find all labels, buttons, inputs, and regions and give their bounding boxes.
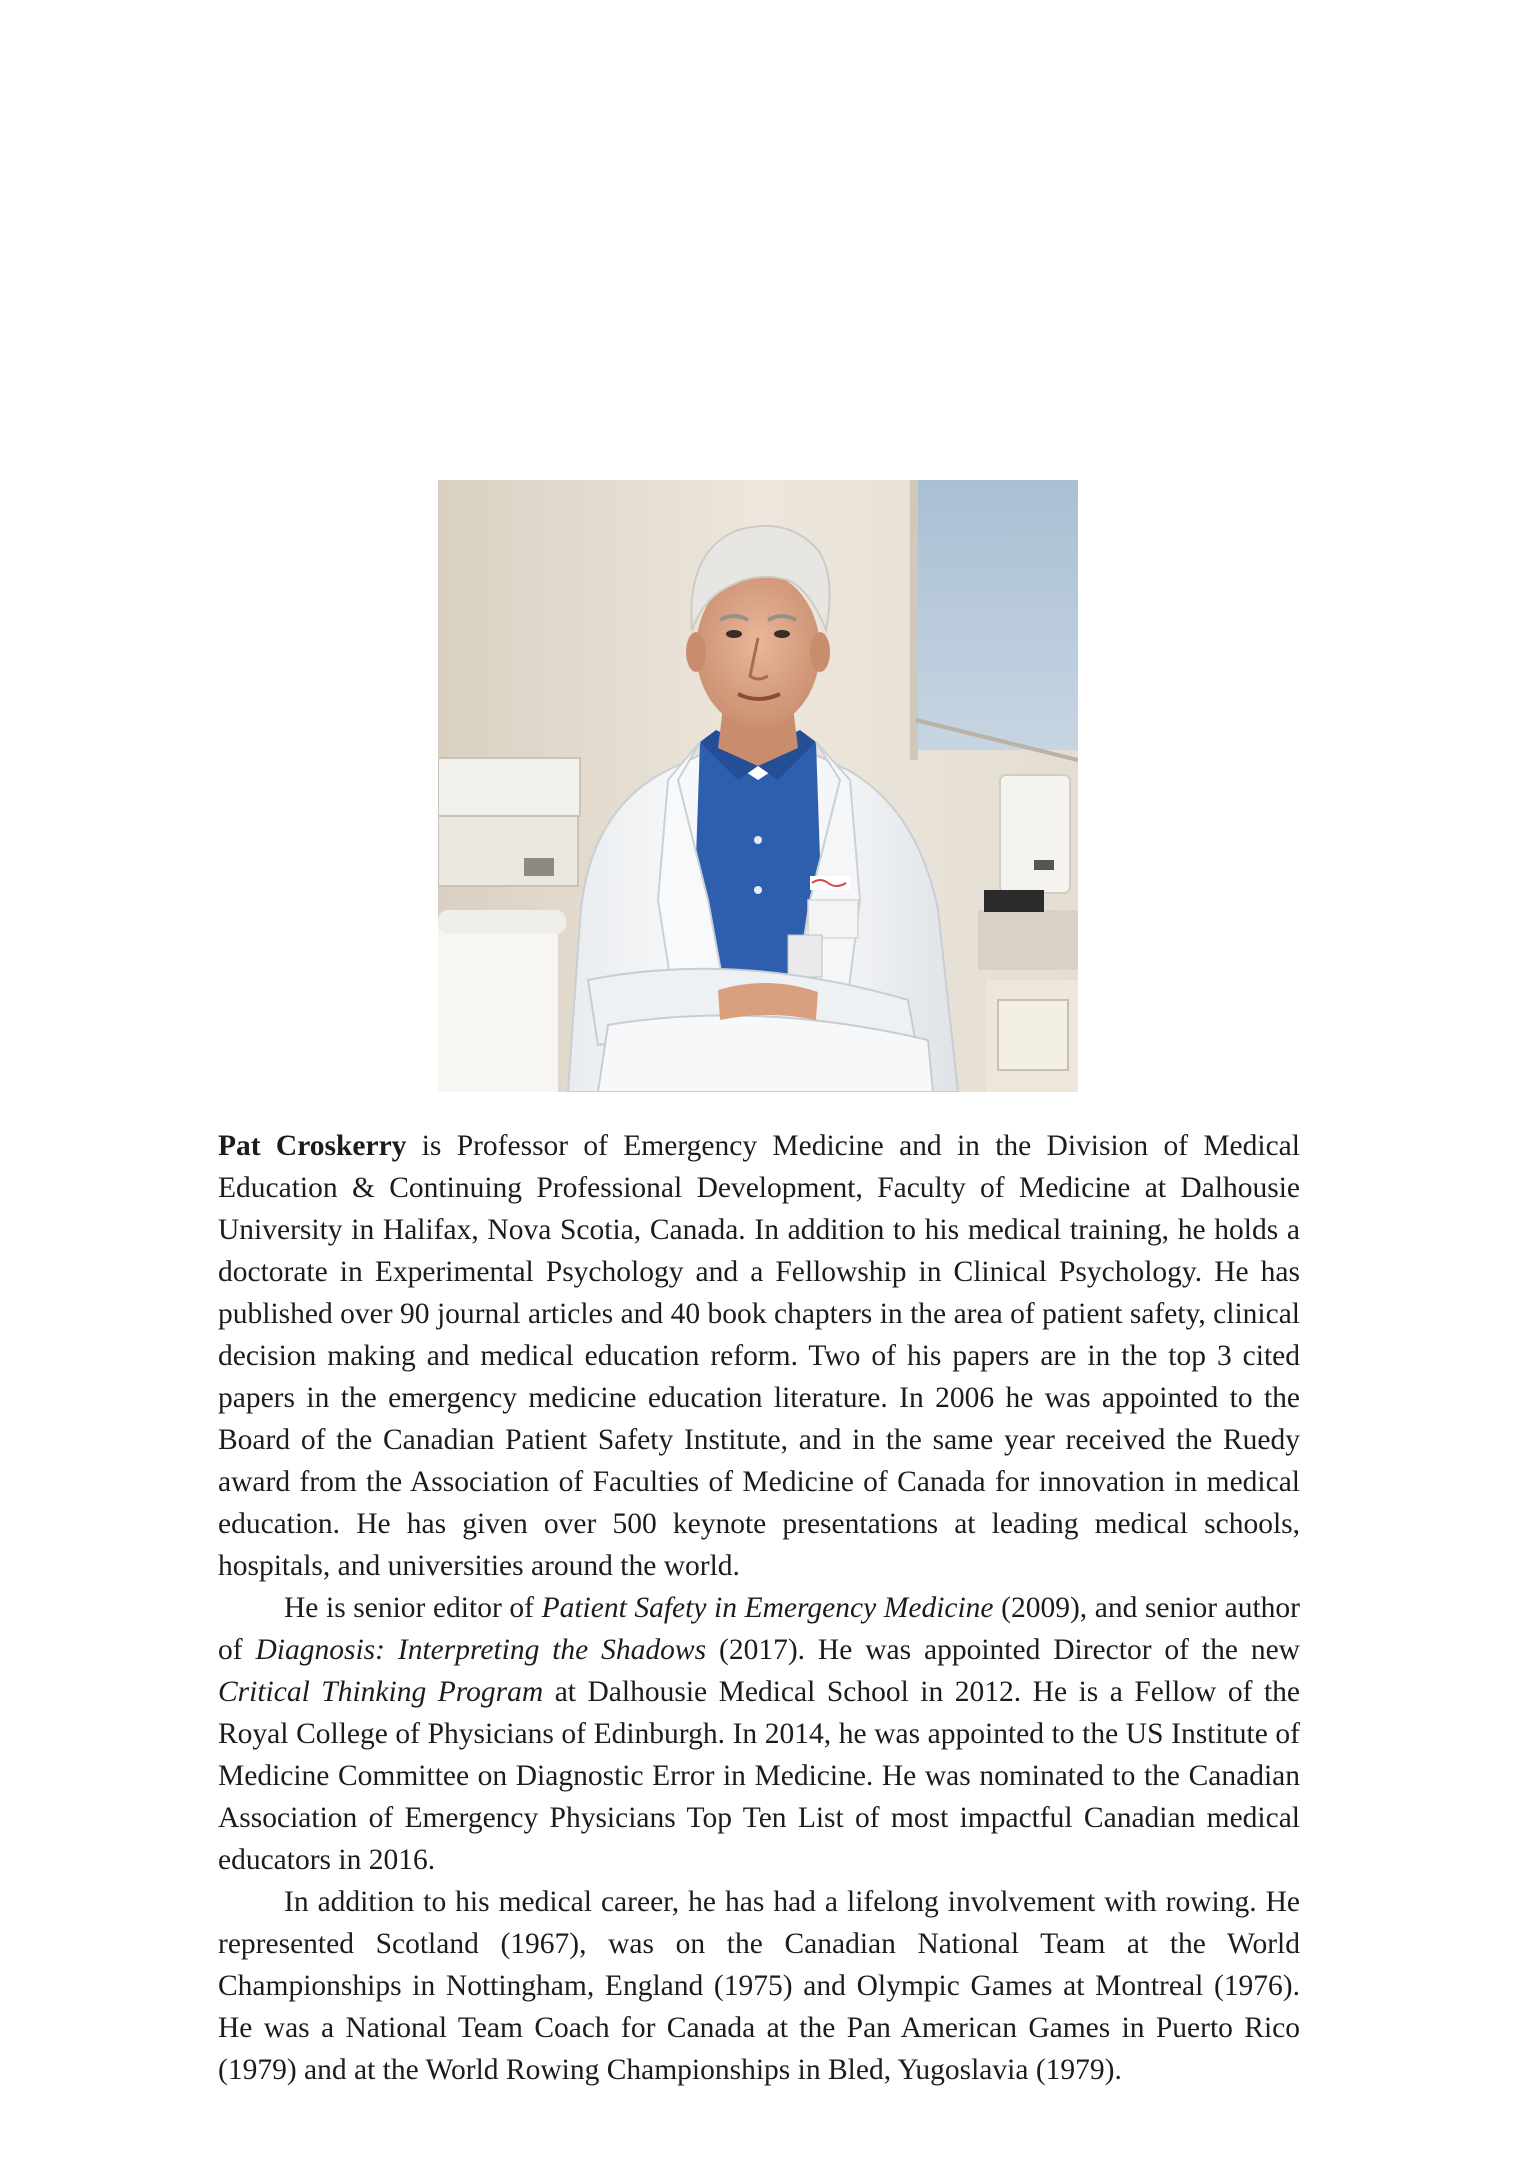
book-title: Diagnosis: Interpreting the Shadows xyxy=(255,1634,707,1666)
book-title: Patient Safety in Emergency Medicine xyxy=(541,1592,994,1624)
program-title: Critical Thinking Program xyxy=(218,1676,544,1708)
bio-text: He is senior editor of xyxy=(284,1592,542,1624)
bio-text: (2009), and senior author of xyxy=(218,1592,1301,1666)
bio-paragraph-1-text: is Professor of Emergency Medicine and in the Division of Medical Education & Continuing Professional Development, Faculty of Medicine at Dalhousie University in Halifax, Nova Scotia, Canada. In addition to his medical training, he holds a doctorate in Experimental Psychology and a Fellowship in Clinical Psychology. He has published over 90 journal articles and 40 book chapters in the area of patient safety, clinical decision making and medical education reform. Two of his papers are in the top 3 cited papers in the emergency medicine education literature. In 2006 he was appointed to the Board of the Canadian Patient Safety Institute, and in the same year received the Ruedy award from the Association of Faculties of Medicine of Canada for innovation in medical education. He has given over 500 keynote presentations at leading medical schools, hospitals, and universities around the world. xyxy=(218,1130,1300,1582)
bio-text: (2017). He was appointed Director of the new xyxy=(706,1634,1300,1666)
bio-paragraph-3: In addition to his medical career, he has had a lifelong involvement with rowing. He represented Scotland (1967), was on the Canadian National Team at the World Championships in Nottingham, England (1975) and Olympic Games at Montreal (1976). He was a National Team Coach for Canada at the Pan American Games in Puerto Rico (1979) and at the World Rowing Championships in Bled, Yugoslavia (1979). xyxy=(218,1886,1300,2086)
bio-paragraph-2 xyxy=(218,1587,1300,1881)
bio-paragraph-1 xyxy=(218,1125,1300,1587)
portrait-photo xyxy=(438,480,1078,1092)
author-name: Pat Croskerry xyxy=(218,1130,407,1162)
bio-text: at Dalhousie Medical School in 2012. He is a Fellow of the Royal College of Physicians of Edinburgh. In 2014, he was appointed to the US Institute of Medicine Committee on Diagnostic Error in Medicine. He was nominated to the Canadian Association of Emergency Physicians Top Ten List of most impactful Canadian medical educators in 2016. xyxy=(218,1676,1300,1876)
biography xyxy=(218,1125,1300,2091)
